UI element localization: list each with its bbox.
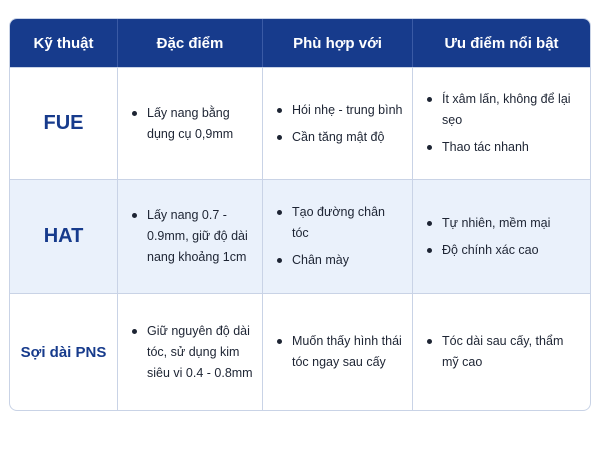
advantages-cell [413, 180, 590, 293]
list-item [275, 250, 404, 271]
list-item [275, 127, 404, 148]
list-item [425, 89, 582, 131]
item-text: Tạo đường chân tóc [292, 205, 386, 240]
item-text: Hói nhẹ - trung bình [292, 102, 403, 117]
features-cell [118, 294, 263, 410]
item-text: Tóc dài sau cấy, thẩm mỹ cao [442, 334, 564, 369]
list-item [275, 100, 404, 121]
features-cell [118, 180, 263, 293]
technique-name: Sợi dài PNS [10, 294, 118, 410]
technique-name: FUE [10, 68, 118, 179]
list-item [425, 240, 582, 261]
list-item [130, 321, 254, 384]
item-text: Chân mày [292, 253, 349, 267]
header-technique: Kỹ thuật [10, 19, 118, 67]
bullet-icon [427, 339, 432, 344]
table-row [10, 180, 590, 294]
suitable-cell [263, 68, 413, 179]
bullet-icon [277, 339, 282, 344]
bullet-icon [277, 108, 282, 113]
bullet-icon [277, 135, 282, 140]
list-item [425, 137, 582, 158]
bullet-icon [427, 248, 432, 253]
table-row [10, 294, 590, 410]
item-text: Lấy nang 0.7 - 0.9mm, giữ độ dài nang khoảng 1cm [147, 208, 248, 264]
advantages-cell [413, 294, 590, 410]
item-text: Lấy nang bằng dụng cụ 0,9mm [147, 105, 234, 141]
item-text: Độ chính xác cao [442, 242, 539, 257]
suitable-cell [263, 294, 413, 410]
table-row [10, 68, 590, 180]
item-text: Thao tác nhanh [442, 140, 529, 154]
bullet-icon [427, 145, 432, 150]
suitable-cell [263, 180, 413, 293]
bullet-icon [132, 213, 137, 218]
item-text: Giữ nguyên độ dài tóc, sử dụng kim siêu vi 0.4 - 0.8mm [147, 323, 253, 380]
bullet-icon [132, 111, 137, 116]
features-cell [118, 68, 263, 179]
list-item [275, 331, 404, 373]
bullet-icon [132, 329, 137, 334]
header-suitable: Phù hợp với [263, 19, 413, 67]
advantages-cell [413, 68, 590, 179]
header-advantages: Ưu điểm nổi bật [444, 34, 559, 52]
list-item [275, 202, 404, 244]
list-item [130, 103, 254, 145]
table-header-row [10, 19, 590, 68]
comparison-table [9, 18, 591, 411]
item-text: Muốn thấy hình thái tóc ngay sau cấy [292, 334, 402, 369]
header-features: Đặc điểm [118, 19, 263, 67]
item-text: Ít xâm lấn, không để lại sẹo [442, 92, 571, 127]
bullet-icon [277, 210, 282, 215]
bullet-icon [427, 221, 432, 226]
list-item [425, 331, 582, 373]
item-text: Cần tăng mật độ [292, 129, 385, 144]
item-text: Tự nhiên, mềm mại [442, 215, 551, 230]
list-item [425, 213, 582, 234]
list-item [130, 205, 254, 268]
technique-name: HAT [10, 180, 118, 293]
bullet-icon [277, 258, 282, 263]
bullet-icon [427, 97, 432, 102]
